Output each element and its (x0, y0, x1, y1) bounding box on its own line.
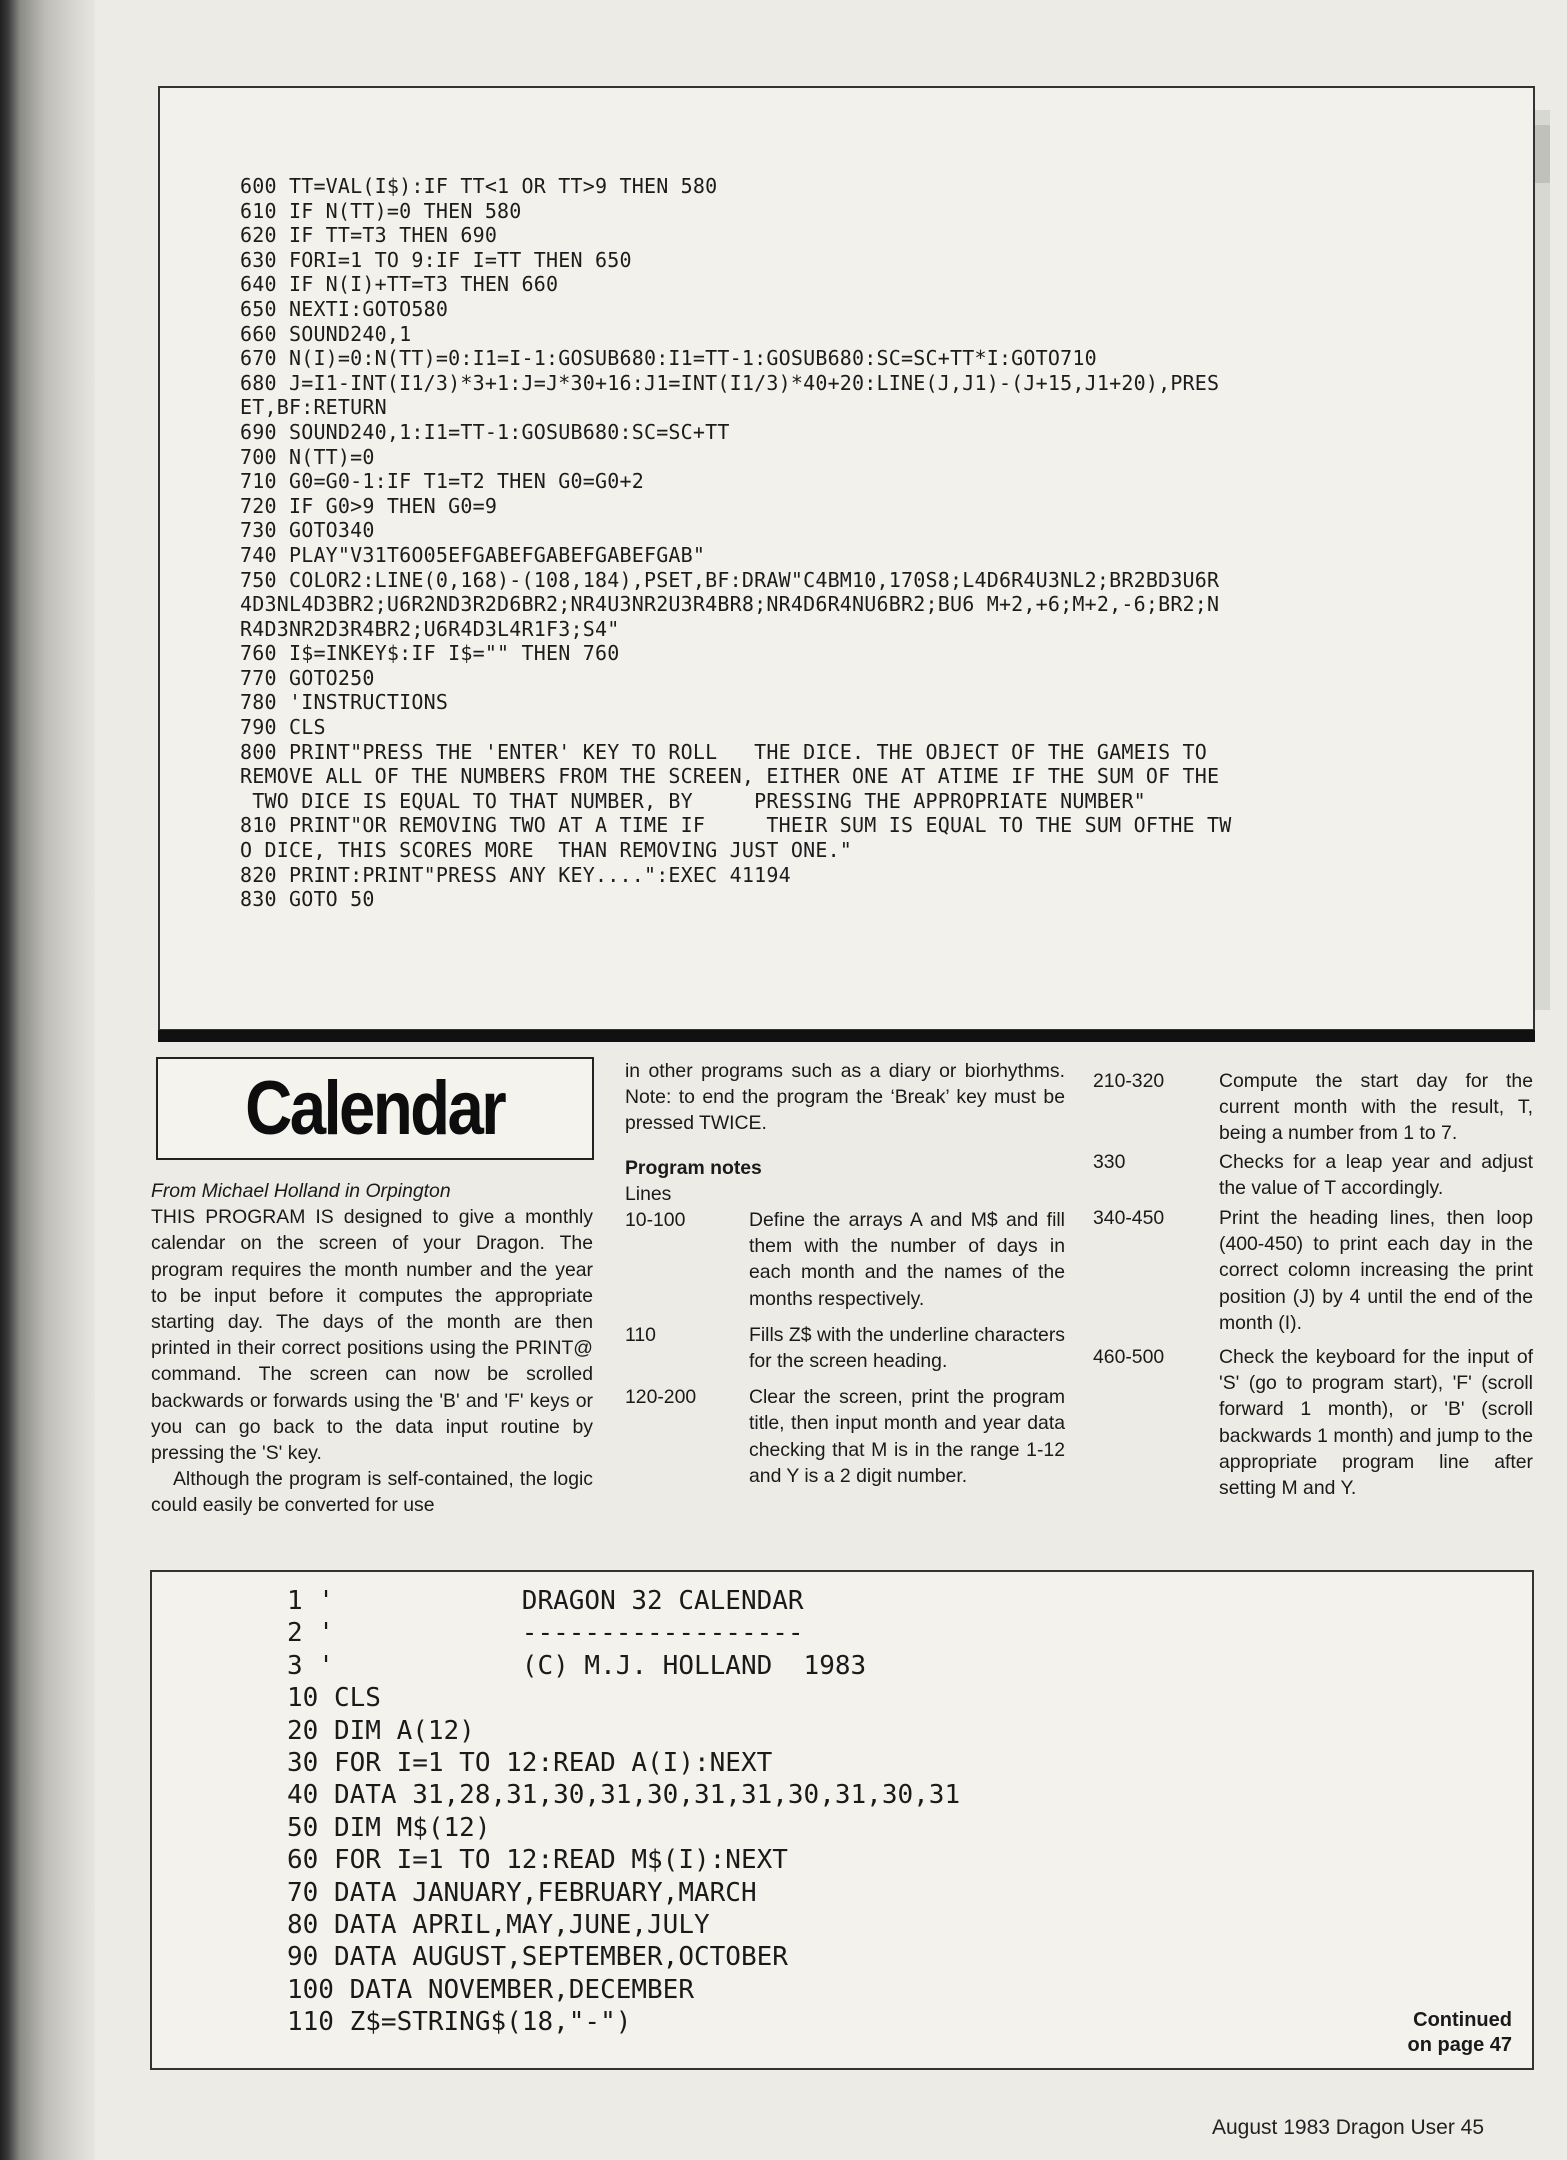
code-line: 60 FOR I=1 TO 12:READ M$(I):NEXT (287, 1845, 788, 1876)
code-line: 710 G0=G0-1:IF T1=T2 THEN G0=G0+2 (240, 469, 644, 494)
code-line: 800 PRINT"PRESS THE 'ENTER' KEY TO ROLL THE DICE. THE OBJECT OF THE GAMEIS TO (240, 739, 1208, 764)
code-line: 630 FORI=1 TO 9:IF I=TT THEN 650 (240, 247, 632, 272)
article-paragraph: THIS PROGRAM IS designed to give a monthly calendar on the screen of your Dragon. The program requires the month number and the year to be input before it computes the appropriate starting day. The days of the month are then printed in their correct positions using the PRINT@ command. The screen can now be scrolled backwards or forwards using the 'B' and 'F' keys or you can go back to the data input routine by pressing the 'S' key. (151, 1206, 593, 1465)
code-line: 610 IF N(TT)=0 THEN 580 (240, 198, 522, 223)
code-line: 760 I$=INKEY$:IF I$="" THEN 760 (240, 641, 620, 666)
code-line: 750 COLOR2:LINE(0,168)-(108,184),PSET,BF:DRAW"C4BM10,170S8;L4D6R4U3NL2;BR2BD3U6R (240, 567, 1220, 592)
note-lines: 210-320 (1093, 1070, 1165, 1092)
program-listing-top (240, 174, 1490, 912)
binding-gutter (0, 0, 95, 2160)
code-line: 1 ' DRAGON 32 CALENDAR (287, 1586, 804, 1616)
note-text: Fills Z$ with the underline characters for the screen heading. (749, 1323, 1065, 1373)
code-line: 640 IF N(I)+TT=T3 THEN 660 (240, 272, 559, 297)
code-line: REMOVE ALL OF THE NUMBERS FROM THE SCREEN, EITHER ONE AT ATIME IF THE SUM OF THE (240, 764, 1220, 789)
code-line: 600 TT=VAL(I$):IF TT<1 OR TT>9 THEN 580 (240, 174, 718, 198)
code-line: 3 ' (C) M.J. HOLLAND 1983 (287, 1650, 867, 1681)
code-line: 700 N(TT)=0 (240, 444, 375, 469)
continued-page: on page 47 (1407, 2034, 1512, 2056)
code-line: R4D3NR2D3R4BR2;U6R4D3L4R1F3;S4" (240, 616, 620, 641)
note-text: Check the keyboard for the input of 'S' (go to program start), 'F' (scroll forward 1 month), or 'B' (scroll backwards 1 month) and jump to the appropriate program line after setting M and Y. (1219, 1346, 1533, 1500)
note-text: Clear the screen, print the program title, then input month and year data checking that M is in the range 1-12 and Y is a 2 digit number. (749, 1386, 1065, 1487)
code-line: 20 DIM A(12) (287, 1715, 475, 1746)
note-lines: 110 (625, 1323, 656, 1346)
code-line: 670 N(I)=0:N(TT)=0:I1=I-1:GOSUB680:I1=TT-1:GOSUB680:SC=SC+TT*I:GOTO710 (240, 346, 1097, 371)
article-title: Calendar (245, 1066, 505, 1151)
code-line: 40 DATA 31,28,31,30,31,30,31,31,30,31,30,31 (287, 1780, 961, 1811)
note-row (1093, 1344, 1533, 1501)
note-row (1093, 1205, 1533, 1336)
note-lines: 330 (1093, 1150, 1126, 1173)
code-line: 620 IF TT=T3 THEN 690 (240, 223, 498, 248)
note-lines: 340-450 (1093, 1207, 1165, 1230)
article-column-right (1093, 1068, 1533, 1501)
code-line: 4D3NL4D3BR2;U6R2ND3R2D6BR2;NR4U3NR2U3R4BR8;NR4D6R4NU6BR2;BU6 M+2,+6;M+2,-6;BR2;N (240, 592, 1220, 617)
note-row (1093, 1149, 1533, 1201)
code-line: 730 GOTO340 (240, 518, 375, 543)
note-row (625, 1322, 1065, 1374)
code-line: 100 DATA NOVEMBER,DECEMBER (287, 1974, 694, 2005)
note-lines: 120-200 (625, 1386, 697, 1409)
note-row (625, 1384, 1065, 1489)
note-row (625, 1207, 1065, 1312)
code-line: ET,BF:RETURN (240, 395, 387, 420)
continued-label: Continued (1413, 2009, 1512, 2031)
article-paragraph-continued: in other programs such as a diary or biorhythms. Note: to end the program the ‘Break’ key must be pressed TWICE. (625, 1060, 1065, 1135)
code-line: 30 FOR I=1 TO 12:READ A(I):NEXT (287, 1748, 773, 1779)
code-line: 780 'INSTRUCTIONS (240, 690, 449, 715)
note-lines: 10-100 (625, 1209, 686, 1232)
note-text: Checks for a leap year and adjust the value of T accordingly. (1219, 1150, 1533, 1199)
code-line: 90 DATA AUGUST,SEPTEMBER,OCTOBER (287, 1942, 788, 1973)
article-column-left (151, 1178, 593, 1519)
note-lines: 460-500 (1093, 1346, 1165, 1369)
note-row (1093, 1068, 1533, 1147)
program-listing-calendar (287, 1585, 1287, 2039)
code-line: 660 SOUND240,1 (240, 321, 412, 346)
lines-label: Lines (625, 1182, 672, 1205)
code-line: 770 GOTO250 (240, 665, 375, 690)
code-line: 740 PLAY"V31T6O05EFGABEFGABEFGABEFGAB" (240, 542, 706, 567)
code-line: 680 J=I1-INT(I1/3)*3+1:J=J*30+16:J1=INT(I1/3)*40+20:LINE(J,J1)-(J+15,J1+20),PRES (240, 370, 1220, 395)
program-notes-heading: Program notes (625, 1156, 762, 1179)
code-line: 2 ' ------------------ (287, 1618, 804, 1649)
code-line: 810 PRINT"OR REMOVING TWO AT A TIME IF THEIR SUM IS EQUAL TO THE SUM OFTHE TW (240, 813, 1232, 838)
code-line: 820 PRINT:PRINT"PRESS ANY KEY....":EXEC 41194 (240, 862, 791, 887)
code-line: 50 DIM M$(12) (287, 1812, 491, 1843)
code-line: 650 NEXTI:GOTO580 (240, 296, 449, 321)
continued-note (1370, 2008, 1512, 2058)
article-title-box (156, 1057, 594, 1160)
note-text: Print the heading lines, then loop (400-450) to print each day in the correct colomn increasing the print position (J) by 4 until the end of the month (I). (1219, 1207, 1533, 1334)
code-line: 70 DATA JANUARY,FEBRUARY,MARCH (287, 1877, 757, 1908)
code-line: 80 DATA APRIL,MAY,JUNE,JULY (287, 1910, 710, 1941)
article-byline: From Michael Holland in Orpington (151, 1180, 451, 1202)
article-paragraph: Although the program is self-contained, the logic could easily be converted for use (151, 1468, 593, 1517)
article-column-middle (625, 1058, 1065, 1489)
code-line: O DICE, THIS SCORES MORE THAN REMOVING JUST ONE." (240, 838, 853, 863)
note-text: Define the arrays A and M$ and fill them with the number of days in each month and the names of the months respectively. (749, 1209, 1065, 1310)
code-line: 690 SOUND240,1:I1=TT-1:GOSUB680:SC=SC+TT (240, 419, 730, 444)
page-footer: August 1983 Dragon User 45 (1212, 2116, 1485, 2139)
code-line: 790 CLS (240, 715, 326, 740)
note-text: Compute the start day for the current month with the result, T, being a number from 1 to 7. (1219, 1070, 1533, 1145)
code-line: 110 Z$=STRING$(18,"-") (287, 2007, 632, 2038)
code-line: 720 IF G0>9 THEN G0=9 (240, 493, 498, 518)
section-divider (158, 1030, 1535, 1042)
code-line: TWO DICE IS EQUAL TO THAT NUMBER, BY PRESSING THE APPROPRIATE NUMBER" (240, 788, 1146, 813)
code-line: 10 CLS (287, 1683, 381, 1714)
code-line: 830 GOTO 50 (240, 887, 375, 912)
